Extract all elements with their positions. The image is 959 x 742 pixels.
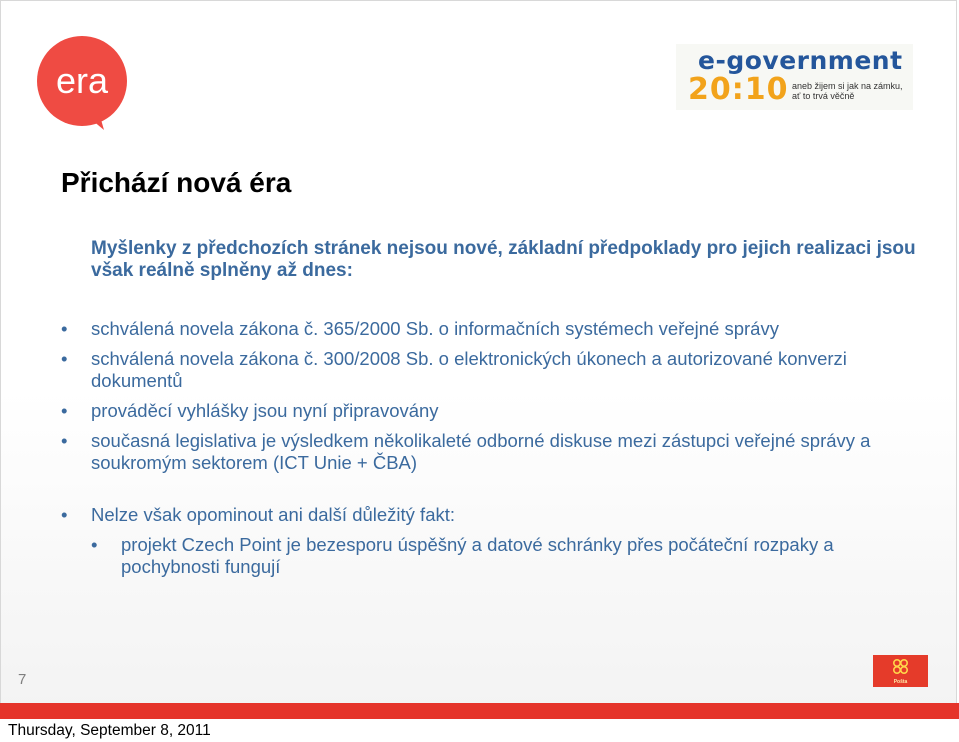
sub-bullet-list bbox=[91, 534, 921, 578]
bullet-icon: • bbox=[61, 400, 68, 421]
bullet-text: Nelze však opominout ani další důležitý fakt: bbox=[91, 504, 456, 525]
list-item bbox=[61, 348, 921, 392]
bullet-icon: • bbox=[61, 348, 68, 369]
bullet-icon: • bbox=[61, 318, 68, 339]
era-logo bbox=[34, 34, 130, 130]
sub-list-item bbox=[91, 534, 921, 578]
era-logo-text: era bbox=[55, 60, 109, 101]
egov-logo-title: e-government bbox=[698, 46, 903, 75]
bullet-text: schválená novela zákona č. 300/2008 Sb. o elektronických úkonech a autorizované konverzi dokumentů bbox=[91, 348, 847, 391]
list-item bbox=[61, 318, 921, 340]
footer-date: Thursday, September 8, 2011 bbox=[8, 722, 211, 739]
posta-logo-text: Pošta bbox=[893, 679, 908, 685]
bullet-text: prováděcí vyhlášky jsou nyní připravovány bbox=[91, 400, 439, 421]
bullet-text: současná legislativa je výsledkem několikaleté odborné diskuse mezi zástupci veřejné správy a soukromým sektorem (ICT Unie + ČBA) bbox=[91, 430, 871, 473]
bullet-icon: • bbox=[61, 430, 68, 451]
egov-logo-tagline: aneb žijem si jak na zámku, ať to trvá věčně bbox=[792, 81, 903, 101]
sub-bullet-text: projekt Czech Point je bezesporu úspěšný a datové schránky přes počáteční rozpaky a pochybnosti fungují bbox=[121, 534, 834, 577]
egov-logo-year: 20:10 bbox=[688, 72, 789, 107]
list-item bbox=[61, 400, 921, 422]
page-number: 7 bbox=[18, 671, 27, 688]
sub-bullet-icon: • bbox=[91, 534, 98, 555]
intro-text: Myšlenky z předchozích stránek nejsou nové, základní předpoklady pro jejich realizaci jsou však reálně splněny až dnes: bbox=[91, 238, 916, 281]
list-item bbox=[61, 504, 921, 578]
egovernment-logo bbox=[676, 44, 913, 110]
posta-logo-emblem-icon bbox=[873, 655, 928, 679]
bullet-list bbox=[61, 318, 921, 586]
bullet-icon: • bbox=[61, 504, 68, 525]
posta-logo bbox=[873, 655, 928, 687]
slide-title: Přichází nová éra bbox=[61, 167, 292, 198]
list-item bbox=[61, 430, 921, 474]
footer-accent-bar bbox=[0, 703, 959, 719]
bullet-text: schválená novela zákona č. 365/2000 Sb. o informačních systémech veřejné správy bbox=[91, 318, 779, 339]
